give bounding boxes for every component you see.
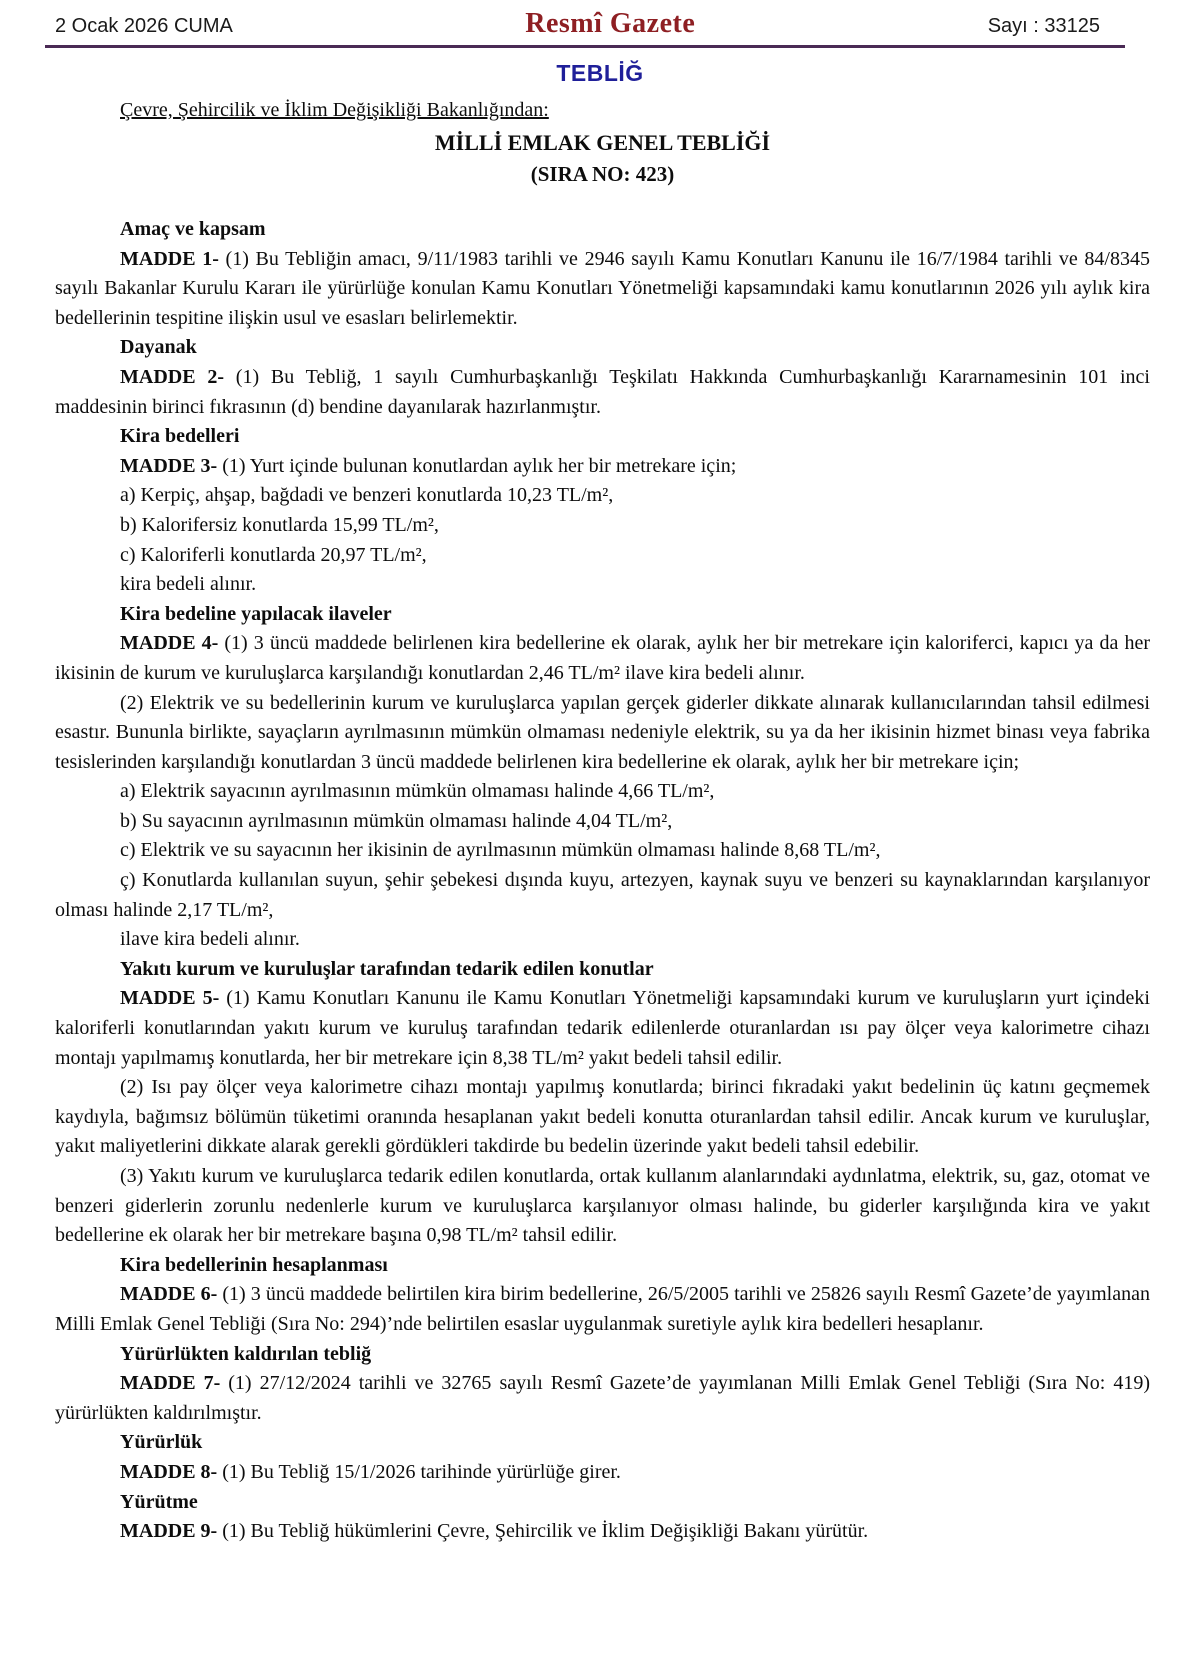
masthead (0, 0, 1200, 40)
document-heading: Yürürlük (120, 1431, 203, 1454)
document-paragraph: MADDE 5- (1) Kamu Konutları Kanunu ile Kamu Konutları Yönetmeliği kapsamındaki kurum ve kuruluşların yurt içindeki kaloriferli konutlarından yakıtı kurum ve kuruluş tarafından tedarik edilenlerde oturanlardan ısı pay ölçer veya kalorimetre cihazı montajı yapılmamış konutlarda, her bir metrekare için 8,38 TL/m² yakıt bedeli tahsil edilir. (55, 987, 1150, 1069)
notice-title: MİLLİ EMLAK GENEL TEBLİĞİ (434, 130, 771, 155)
document-paragraph: (2) Elektrik ve su bedellerinin kurum ve kuruluşlarca yapılan gerçek giderler dikkate alınarak kullanıcılarından tahsil edilmesi esastır. Bununla birlikte, sayaçların ayrılmasının mümkün olmaması nedeniyle elektrik, su ya da her ikisinin hizmet binası veya fabrika tesislerinden karşılandığı konutlardan 3 üncü maddede belirlenen kira bedellerine ek olarak, aylık her bir metrekare için; (55, 691, 1150, 773)
document-paragraph: MADDE 3- (1) Yurt içinde bulunan konutlardan aylık her bir metrekare için; (120, 454, 737, 477)
document-paragraph: a) Kerpiç, ahşap, bağdadi ve benzeri konutlarda 10,23 TL/m², (120, 484, 614, 507)
notice-subtitle: (SIRA NO: 423) (530, 162, 675, 186)
issue-number: Sayı : 33125 (987, 15, 1100, 37)
document-heading: Yakıtı kurum ve kuruluşlar tarafından tedarik edilen konutlar (120, 957, 654, 980)
document-paragraph: b) Su sayacının ayrılmasının mümkün olmaması halinde 4,04 TL/m², (120, 809, 673, 832)
document-heading: Kira bedeline yapılacak ilaveler (120, 602, 392, 625)
document-heading: Amaç ve kapsam (120, 218, 266, 240)
article-number: MADDE 1- (120, 247, 219, 270)
masthead-date: 2 Ocak 2026 CUMA (55, 15, 233, 37)
document-paragraph: MADDE 6- (1) 3 üncü maddede belirtilen kira birim bedellerine, 26/5/2005 tarihli ve 25826 sayılı Resmî Gazete’de yayımlanan Milli Emlak Genel Tebliği (Sıra No: 294)’nde belirtilen esaslar uygulanmak suretiyle aylık kira bedelleri hesaplanır. (55, 1283, 1150, 1335)
article-number: MADDE 4- (120, 632, 219, 655)
document-paragraph: MADDE 4- (1) 3 üncü maddede belirlenen kira bedellerine ek olarak, aylık her bir metrekare için kaloriferci, kapıcı ya da her ikisinin de kurum ve kuruluşlarca karşılandığı konutlardan 2,46 TL/m² ilave kira bedeli alınır. (55, 632, 1150, 684)
article-number: MADDE 2- (120, 365, 224, 388)
article-number: MADDE 7- (120, 1372, 221, 1395)
document-paragraph: MADDE 7- (1) 27/12/2024 tarihli ve 32765 sayılı Resmî Gazete’de yayımlanan Milli Emlak Genel Tebliği (Sıra No: 419) yürürlükten kaldırılmıştır. (55, 1372, 1150, 1424)
masthead-rule (45, 45, 1125, 48)
notice-content (55, 99, 1150, 1547)
document-heading: Kira bedellerinin hesaplanması (120, 1253, 388, 1276)
document-paragraph: ilave kira bedeli alınır. (120, 928, 300, 951)
article-number: MADDE 9- (120, 1520, 218, 1543)
document-paragraph: c) Elektrik ve su sayacının her ikisinin de ayrılmasının mümkün olmaması halinde 8,68 TL/m², (120, 839, 881, 862)
document-paragraph: c) Kaloriferli konutlarda 20,97 TL/m², (120, 543, 427, 566)
authority-line: Çevre, Şehircilik ve İklim Değişikliği Bakanlığından: (120, 99, 549, 121)
document-heading: Kira bedelleri (120, 425, 240, 448)
document-heading: Dayanak (120, 336, 197, 359)
article-number: MADDE 5- (120, 987, 220, 1010)
document-paragraph: a) Elektrik sayacının ayrılmasının mümkün olmaması halinde 4,66 TL/m², (120, 780, 715, 803)
document-paragraph: MADDE 1- (1) Bu Tebliğin amacı, 9/11/1983 tarihli ve 2946 sayılı Kamu Konutları Kanunu ile 16/7/1984 tarihli ve 84/8345 sayılı Bakanlar Kurulu Kararı ile yürürlüğe konulan Kamu Konutları Yönetmeliği kapsamındaki kamu konutlarının 2026 yılı aylık kira bedellerinin tespitine ilişkin usul ve esasları belirlemektir. (55, 247, 1150, 329)
document-paragraph: (2) Isı pay ölçer veya kalorimetre cihazı montajı yapılmış konutlarda; birinci fıkradaki yakıt bedelinin üç katını geçmemek kaydıyla, bağımsız bölümün tüketimi oranında hesaplanan yakıt bedeli konutta oturanlardan tahsil edilir. Ancak kurum ve kuruluşlar, yakıt maliyetlerini dikkate alarak gerekli gördükleri takdirde bu bedelin üzerinde yakıt bedeli tahsil edebilir. (55, 1076, 1150, 1158)
document-paragraph: ç) Konutlarda kullanılan suyun, şehir şebekesi dışında kuyu, artezyen, kaynak suyu ve benzeri su kaynaklarından karşılanıyor olması halinde 2,17 TL/m², (55, 869, 1150, 921)
document-body (55, 215, 1150, 1547)
article-number: MADDE 8- (120, 1460, 218, 1483)
document-paragraph: kira bedeli alınır. (120, 573, 257, 596)
section-label: TEBLİĞ (556, 60, 644, 86)
gazette-title: Resmî Gazete (525, 8, 696, 39)
article-number: MADDE 6- (120, 1283, 218, 1306)
document-paragraph: MADDE 8- (1) Bu Tebliğ 15/1/2026 tarihinde yürürlüğe girer. (120, 1460, 621, 1483)
document-paragraph: (3) Yakıtı kurum ve kuruluşlarca tedarik edilen konutlarda, ortak kullanım alanlarındaki aydınlatma, elektrik, su, gaz, otomat ve benzeri giderlerin zorunlu nedenlerle kurum ve kuruluşlarca karşılanıyor olması halinde, bu giderler karşılığında kira ve yakıt bedellerine ek olarak her bir metrekare başına 0,98 TL/m² tahsil edilir. (55, 1165, 1150, 1247)
document-paragraph: b) Kalorifersiz konutlarda 15,99 TL/m², (120, 513, 439, 536)
article-number: MADDE 3- (120, 454, 218, 477)
document-paragraph: MADDE 2- (1) Bu Tebliğ, 1 sayılı Cumhurbaşkanlığı Teşkilatı Hakkında Cumhurbaşkanlığı Kararnamesinin 101 inci maddesinin birinci fıkrasının (d) bendine dayanılarak hazırlanmıştır. (55, 365, 1150, 418)
document-paragraph: MADDE 9- (1) Bu Tebliğ hükümlerini Çevre, Şehircilik ve İklim Değişikliği Bakanı yürütür. (120, 1520, 869, 1543)
document-heading: Yürütme (120, 1490, 198, 1513)
document-heading: Yürürlükten kaldırılan tebliğ (120, 1342, 372, 1365)
